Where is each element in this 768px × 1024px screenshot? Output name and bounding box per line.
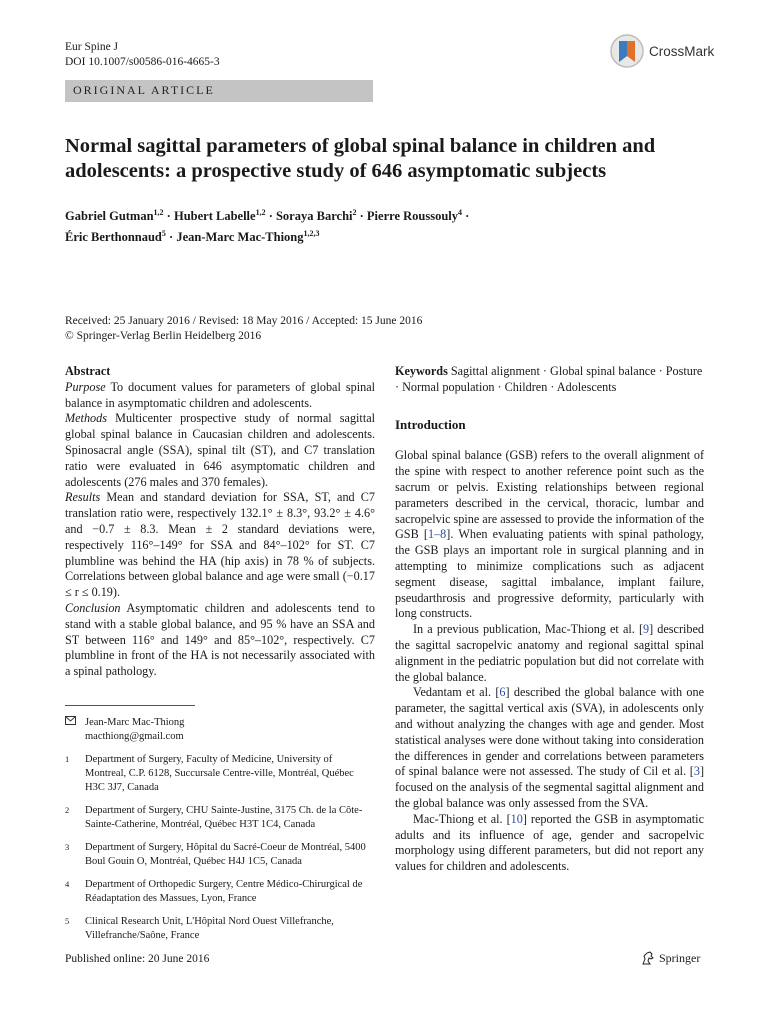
keywords-text: Sagittal alignment · Global spinal balance · Posture · Normal population · Children · Adolescents: [395, 364, 703, 394]
affiliation-text: Department of Surgery, Hôpital du Sacré-Coeur de Montréal, 5400 Boul Gouin O, Montréal, Québec H4J 1C5, Canada: [85, 842, 366, 867]
footnotes: [65, 716, 375, 952]
methods-text: Multicenter prospective study of normal sagittal global spinal balance in Caucasian children and adolescents. Spinosacral angle (SSA), spinal tilt (ST), and C7 translation ratio were evaluated in 646 asymptomatic children and adolescents (276 males and 370 females).: [65, 411, 375, 489]
abstract-methods: [65, 411, 375, 490]
author-name[interactable]: Gabriel Gutman: [65, 209, 154, 224]
affiliation-item: [65, 804, 375, 832]
publisher-name: Springer: [659, 950, 701, 965]
intro-text: Global spinal balance (GSB) refers to the overall alignment of the spine with respect to another reference point such as the sacrum or pelvis. Existing relationships between regional parameters described in the cervical, thoracic, lumbar and sacropelvic spine are assessed to provide the information of the GSB [: [395, 448, 704, 542]
citation-link[interactable]: 1–8: [427, 527, 447, 542]
intro-paragraph: [395, 448, 704, 622]
published-online: Published online: 20 June 2016: [65, 953, 210, 965]
affiliation-text: Department of Surgery, CHU Sainte-Justine, 3175 Ch. de la Côte-Sainte-Catherine, Montréal, Québec H3T 1C4, Canada: [85, 805, 363, 830]
citation-link[interactable]: 9: [643, 622, 650, 637]
affiliation-text: Department of Surgery, Faculty of Medicine, University of Montreal, C.P. 6128, Succursale Centre-ville, Montréal, Québec H3C 3J7, Canada: [85, 754, 354, 793]
results-label: Results: [65, 490, 101, 505]
author-list: Gabriel Gutman$^{1,2}$ · Hubert Labelle$^{1,2}$ · Soraya Barchi$^2$ · Pierre Roussouly$^4$ · Éric Berthonnaud$^5$ · Jean-Marc Mac-Thiong$^{1,2,3}$: [65, 208, 470, 245]
author-affiliation: 1,2: [153, 208, 164, 217]
abstract-results: [65, 490, 375, 601]
author-affiliation: 1,2: [255, 208, 266, 217]
intro-text: ]. When evaluating patients with spinal pathology, the GSB plays an important role in surgical planning and in attempting to minimize complications such as adjacent segment disease, sagittal imbalance, implant failure, pseudarthrosis and progressive deformity, particularly with long constructs.: [395, 527, 704, 621]
affiliation-number: 2: [65, 805, 70, 815]
article-history: Received: 25 January 2016 / Revised: 18 May 2016 / Accepted: 15 June 2016: [65, 315, 423, 327]
intro-text: ] described the sagittal sacropelvic anatomy and regional sagittal spinal alignment in the pediatric population but did not correlate with the global balance.: [395, 622, 704, 684]
author-name[interactable]: Soraya Barchi: [275, 209, 353, 224]
abstract-section: [65, 364, 375, 680]
article-title: Normal sagittal parameters of global spinal balance in children and adolescents: a prospective study of 646 asymptomatic subjects: [65, 135, 656, 182]
abstract-heading: Abstract: [65, 364, 111, 378]
author-name[interactable]: Hubert Labelle: [173, 209, 256, 224]
author-affiliation: 4: [458, 208, 463, 217]
correspondence-email[interactable]: macthiong@gmail.com: [85, 731, 184, 742]
conclusion-label: Conclusion: [65, 600, 121, 615]
publisher-logo: [640, 950, 700, 966]
article-type-banner: [65, 80, 373, 102]
introduction-body: [395, 448, 704, 875]
crossmark-badge[interactable]: [609, 33, 714, 69]
intro-text: ] focused on the analysis of the segmental sagittal alignment and the global balance was only assessed from the SVA.: [395, 764, 704, 810]
intro-text: In a previous publication, Mac-Thiong et al. [: [413, 622, 643, 637]
abstract-conclusion: [65, 601, 375, 680]
affiliation-item: [65, 753, 375, 795]
affiliation-item: [65, 841, 375, 869]
intro-text: ] reported the GSB in asymptomatic adults and its influence of age, gender and sacropelvic morphology using different parameters, but did not report any values for children and adolescents.: [395, 811, 704, 874]
abstract-purpose: [65, 380, 375, 412]
journal-header: [65, 40, 220, 70]
correspondence-note: [65, 716, 375, 744]
affiliation-number: 5: [65, 916, 70, 926]
crossmark-label: CrossMark: [649, 43, 715, 59]
article-dates: [65, 314, 705, 344]
right-column: [395, 364, 704, 875]
affiliation-number: 1: [65, 754, 70, 764]
purpose-label: Purpose: [65, 379, 106, 394]
affiliation-text: Department of Orthopedic Surgery, Centre Médico-Chirurgical de Réadaptation des Massues, Lyon, France: [85, 879, 363, 904]
intro-paragraph: [395, 812, 704, 875]
author-affiliation: 2: [352, 208, 357, 217]
springer-horse-icon: [640, 950, 656, 966]
intro-text: ] described the global balance with one parameter, the sagittal vertical axis (SVA), in adolescents only and without analyzing the changes with age and gender. Most statistical analyses were done without taking into consideration the differences in gender and correlations between parameters of spinal balance were not assessed. The study of Cil et al. [: [395, 685, 704, 779]
purpose-text: To document values for parameters of global spinal balance in asymptomatic children and adolescents.: [65, 379, 376, 410]
affiliation-number: 4: [65, 879, 70, 889]
affiliation-item: [65, 878, 375, 906]
introduction-heading: Introduction: [395, 416, 466, 432]
citation-link[interactable]: 10: [510, 811, 523, 826]
article-type-label: ORIGINAL ARTICLE: [73, 83, 215, 97]
methods-label: Methods: [65, 411, 107, 426]
results-text: Mean and standard deviation for SSA, ST, and C7 translation ratio were, respectively 132.1° ± 8.3°, 93.2° ± 4.6° and −0.7 ± 8.3. Mean ± 2 standard deviations were, respectively 116°–149° for SSA and 84°–102° for ST. C7 plumbline was behind the HA (hip axis) in 78 % of subjects. Correlations between global balance and age were small (−0.17 ≤ r ≤ 0.19).: [65, 490, 375, 600]
journal-name: Eur Spine J: [65, 41, 119, 53]
doi[interactable]: DOI 10.1007/s00586-016-4665-3: [65, 56, 220, 68]
author-name[interactable]: Éric Berthonnaud: [65, 230, 162, 245]
crossmark-icon: [609, 33, 645, 69]
keywords-label: Keywords: [395, 364, 448, 378]
intro-paragraph: [395, 622, 704, 685]
conclusion-text: Asymptomatic children and adolescents tend to stand with a stable global balance, and 95 % have an SSA and ST between 116° and 149° and 85°–102°, respectively. C7 plumbline in front of the HA is not necessarily associated with a spinal pathology.: [65, 600, 376, 679]
author-name[interactable]: Pierre Roussouly: [366, 209, 459, 224]
envelope-icon: [65, 716, 85, 744]
affiliation-number: 3: [65, 842, 70, 852]
author-affiliation: 1,2,3: [303, 229, 320, 239]
author-name[interactable]: Jean-Marc Mac-Thiong: [176, 230, 304, 245]
keywords: [395, 364, 704, 396]
affiliation-text: Clinical Research Unit, L'Hôpital Nord Ouest Villefranche, Villefranche/Saône, France: [85, 916, 334, 941]
copyright-line: © Springer-Verlag Berlin Heidelberg 2016: [65, 330, 262, 342]
footnote-divider: [65, 705, 195, 706]
citation-link[interactable]: 3: [693, 764, 700, 779]
citation-link[interactable]: 6: [499, 685, 506, 700]
intro-text: Vedantam et al. [: [413, 685, 500, 700]
intro-text: Mac-Thiong et al. [: [413, 811, 511, 826]
intro-paragraph: [395, 685, 704, 811]
correspondence-name: Jean-Marc Mac-Thiong: [85, 717, 185, 728]
author-affiliation: 5: [161, 229, 166, 239]
affiliation-item: [65, 915, 375, 943]
